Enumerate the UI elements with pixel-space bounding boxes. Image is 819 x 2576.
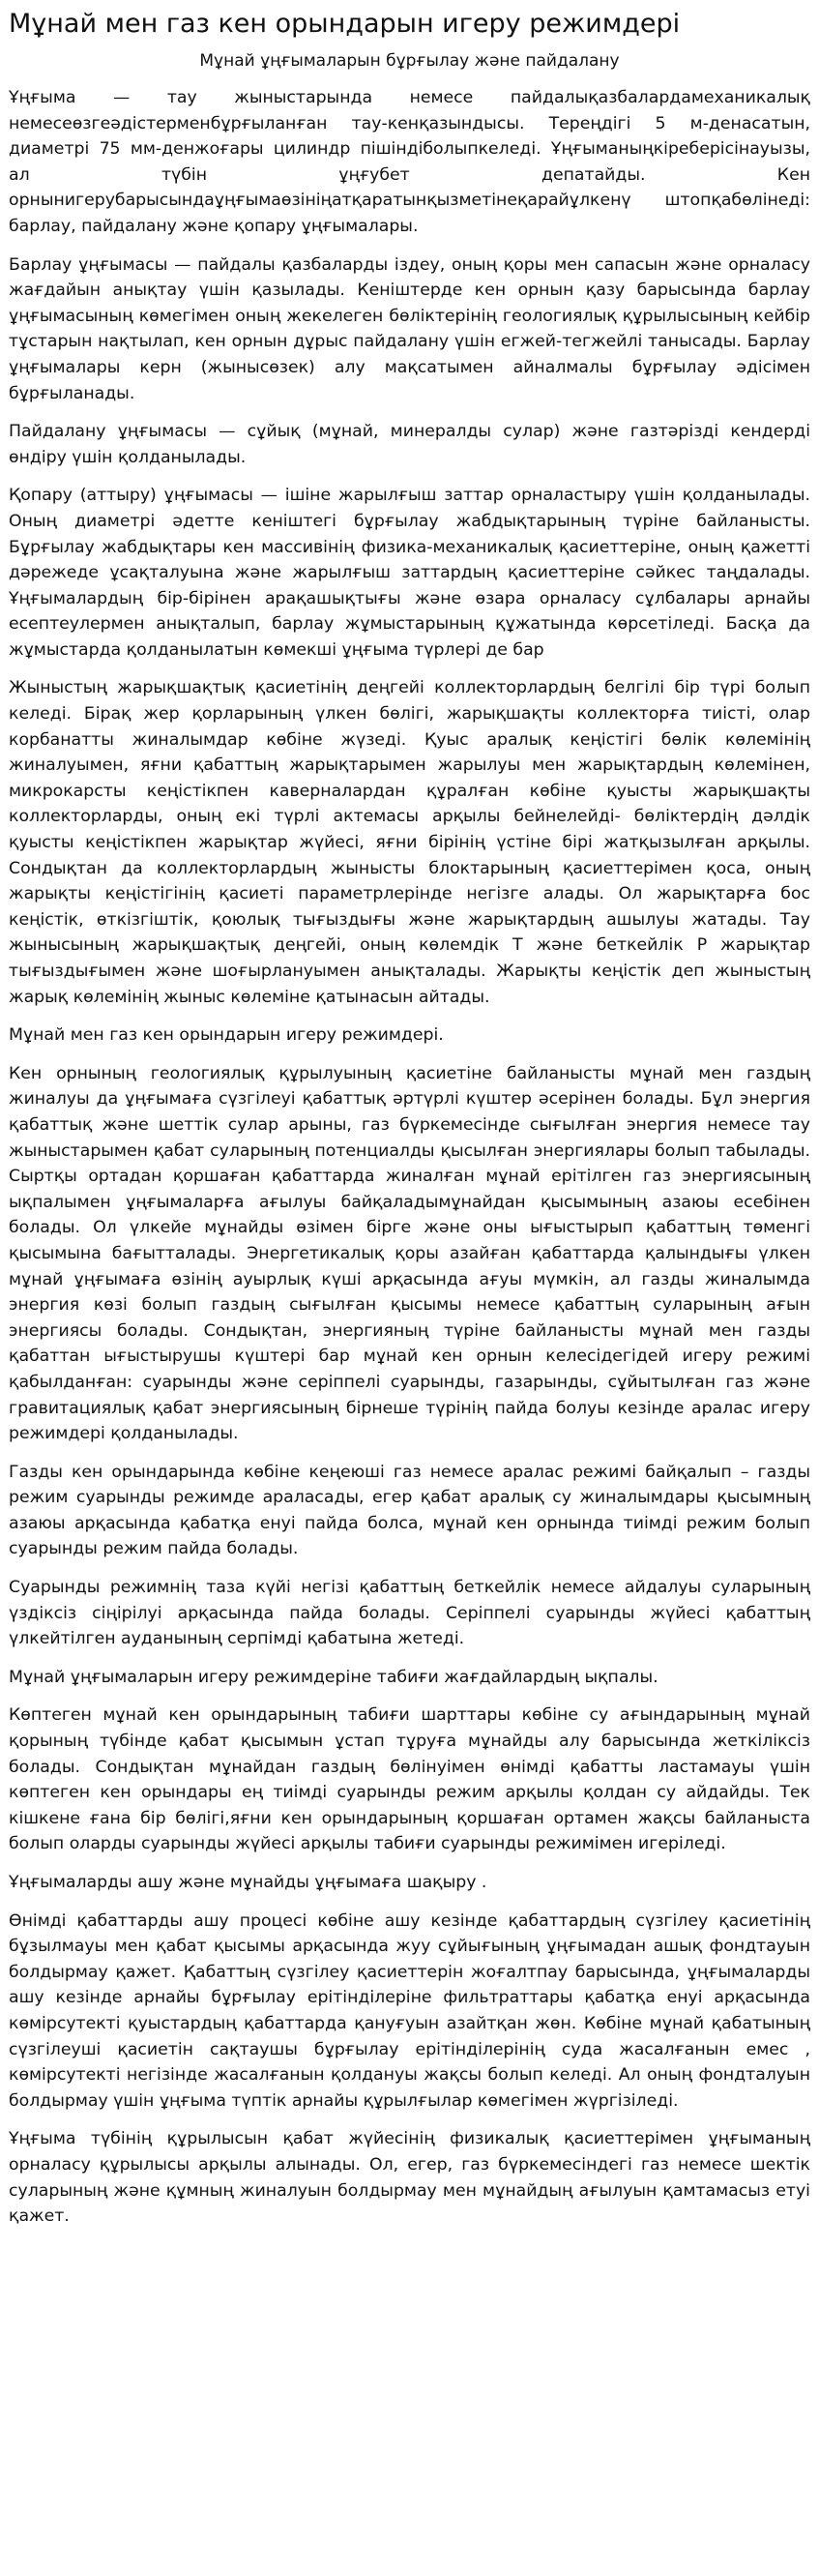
section-heading-natural-conditions: Мұнай ұңғымаларын игеру режимдеріне табиғи жағдайлардың ықпалы. [9,1667,658,1687]
paragraph-natural-conditions: Көптеген мұнай кен орындарының табиғи шарттары көбіне су ағындарының мұнай қорының түбінде қабат қысымын ұстап тұруға мұнайды алу барысында жеткіліксіз болады. Сондықтан мұнайдан газдың бөлінуімен өнімді қабатты ластамауы үшін көптеген кен орындары ең тиімді суарынды режим арқылы қолдан су айдайды. Тек кішкене ғана бір бөлігі,яғни кен орындарының қоршаған ортамен жақсы байланыста болып оларды суарынды жүйесі арқылы табиғи суарынды режимімен игеріледі. [9,1705,810,1854]
paragraph-gas-fields: Газды кен орындарында көбіне кеңеюші газ немесе аралас режимі байқалып – газды режим суарынды режимде араласады, егер қабат аралық су жиналымдары қысымның азаюы арқасында қабатқа енуі пайда болса, мұнай кен орнында тиімді режим болып суарынды режим пайда болады. [9,1462,810,1559]
paragraph-well-opening: Өнімді қабаттарды ашу процесі көбіне ашу кезінде қабаттардың сүзгілеу қасиетінің бұзылмауы мен қабат қысымы арқасында жуу сұйығының ұңғымадан ашық фондтауын болдырмау қажет. Қабаттың сүзгілеу қасиеттерін жоғалтпау барысында, ұңғымаларды ашу кезінде арнайы бұрғылау ерітінділеріне фильтраттары қабатқа енуі арқасында көмірсутекті қуыстардың қабаттарда қануғуын азайтқан жөн. Көбіне мұнай қабатының сүзгілеуші қасиетін сақтаушы бұрғылау ерітінділерінің суда жасалғанын емес , көмірсутекті негізінде жасалғанын қолдануы жақсы болып келеді. Ал оның фондталуын болдырмау үшін ұңғыма түптік арнайы құрылғылар көмегімен жүргізіледі. [9,1910,810,2111]
paragraph-well-definition: Ұңғыма — тау жыныстарында немесе пайдалықазбалардамеханикалық немесеөзгеәдістерменбұрғыланған тау-кенқазындысы. Тереңдігі 5 м-денасатын, диаметрі 75 мм-денжоғары цилиндр пішіндіболыпкеледі. Ұңғыманыңкіреберісінауызы, ал түбін ұңғубет депатайды. Кен орнынигерубарысындаұңғымаөзініңатқаратынқызметінеқарайұлкенү штопқабөлінеді: барлау, пайдалану және қопару ұңғымалары. [9,88,810,236]
paragraph-exploration-well: Барлау ұңғымасы — пайдалы қазбаларды іздеу, оның қоры мен сапасын және орналасу жағдайын анықтау үшін қазылады. Кеніштерде кен орнын қазу барысында барлау ұңғымасының көмегімен оның жекелеген бөліктерінің геологиялық құрылысының кейбір тұстарын нақтылап, кен орнын дұрыс пайдалану үшін егжей-тегжейлі танысады. Барлау ұңғымалары керн (жынысөзек) алу мақсатымен айналмалы бұрғылау әдісімен бұрғыланады. [9,254,810,403]
paragraph-reservoir-energy: Кен орнының геологиялық құрылуының қасиетіне байланысты мұнай мен газдың жиналуы да ұңғымаға сүзгілеуі қабаттық әртүрлі күштер әсерінен болады. Бұл энергия қабаттық және шеттік сулар арыны, газ бүркемесінде сығылған энергия немесе тау жыныстарымен қабат суларының потенциалды қысылған энергиялары болып табылады. Сыртқы ортадан қоршаған қабаттарда жиналған мұнай ерітілген газ энергиясының ықпалымен ұңғымаларға ағылуы байқаладымұнайдан қысымының азаюы есебінен болады. Ол үлкейе мұнайды өзімен бірге және оны ығыстырып қабаттың төменгі қысымына бағытталады. Энергетикалық қоры азайған қабаттарда қалындығы үлкен мұнай ұңғымаға өзінің ауырлық күші арқасында ағуы мүмкін, ал газды жиналымда энергия көзі болып газдың сығылған қысымы немесе қабаттың суларының ағын энергиясы болады. Сондықтан, энергияның түріне байланысты мұнай мен газды қабаттан ығыстырушы күштері бар мұнай кен орнын келесідегідей игеру режимі қабылданған: суарынды және серіппелі суарынды, газарынды, сұйытылған газ және гравитациялық қабат энергиясының бірнеше түрінің пайда болуы кезінде аралас игеру режимдері қолданылады. [9,1063,810,1444]
section-heading-development-modes: Мұнай мен газ кен орындарын игеру режимдері. [9,1025,444,1046]
page-subtitle: Мұнай ұңғымаларын бұрғылау және пайдалану [199,51,620,71]
section-heading-well-opening: Ұңғымаларды ашу және мұнайды ұңғымаға шақыру . [9,1873,487,1892]
page-title: Мұнай мен газ кен орындарын игеру режимдері [9,9,681,39]
paragraph-production-well: Пайдалану ұңғымасы — сұйық (мұнай, минералды сулар) және газтәрізді кендерді өндіру үшін қолданылады. [9,422,810,467]
paragraph-fractured-reservoir: Жыныстың жарықшақтық қасиетінің деңгейі коллекторлардың белгілі бір түрі болып келеді. Бірақ жер қорларының үлкен бөлігі, жарықшақты коллекторға тиісті, олар корбанатты жиналымдар көбіне жүзеді. Қуыс аралық кеңістігі бөлік көлемінің жиналуымен, яғни қабаттың жарықтарымен жарылуы мен жарықтардың көлемінен, микрокарсты кеңістікпен каверналардан құралған көбіне қуысты жарықшақты коллекторларды, оның екі түрлі актемасы арқылы бейнелейді- бөліктердің дәлдік қуысты кеңістікпен жарықтар жүйесі, яғни бірінің үстіне бірі жатқызылған арқылы. Сондықтан да коллекторлардың жынысты блоктарының қасиеттерімен қоса, оның жарықты кеңістігінің қасиеті параметрлерінде негізге алады. Ол жарықтарға бос кеңістік, өткізгіштік, қоюлық тығыздығы және жарықтардың ашылуы жатады. Тау жынысының жарықшақтық деңгейі, оның көлемдік Т және беткейлік Р жарықтар тығыздығымен және шоғырлануымен анықталады. Жарықты кеңістік деп жыныстың жарық көлемінің жыныс көлеміне қатынасын айтады. [9,678,810,1007]
paragraph-blast-well: Қопару (аттыру) ұңғымасы — ішіне жарылғыш заттар орналастыру үшін қолданылады. Оның диаметрі әдетте кеніштегі бұрғылау жабдықтарының түріне байланысты. Бұрғылау жабдықтары кен массивінің физика-механикалық қасиеттеріне, оның қажетті дәрежеде ұсақталуына және жарылғыш заттардың қасиеттеріне сәйкес таңдалады. Ұңғымалардың бір-бірінен арақашықтығы және өзара орналасу сұлбалары арнайы есептеулермен анықталып, барлау жұмыстарының құжатында көрсетіледі. Басқа да жұмыстарда қолданылатын көмекші ұңғыма түрлері де бар [9,486,810,660]
paragraph-water-drive: Суарынды режимнің таза күйі негізі қабаттың беткейлік немесе айдалуы суларының үздіксіз сіңірілуі арқасында пайда болады. Серіппелі суарынды жүйесі қабаттың үлкейтілген ауданының серпімді қабатына жетеді. [9,1578,810,1649]
paragraph-bottomhole-design: Ұңғыма түбінің құрылысын қабат жүйесінің физикалық қасиеттерімен ұңғыманың орналасу құрылысы арқылы алынады. Ол, егер, газ бүркемесіндегі газ немесе шектік суларының және құмның жиналуын болдырмау мен мұнайдың ағылуын қамтамасыз етуі қажет. [9,2129,810,2227]
